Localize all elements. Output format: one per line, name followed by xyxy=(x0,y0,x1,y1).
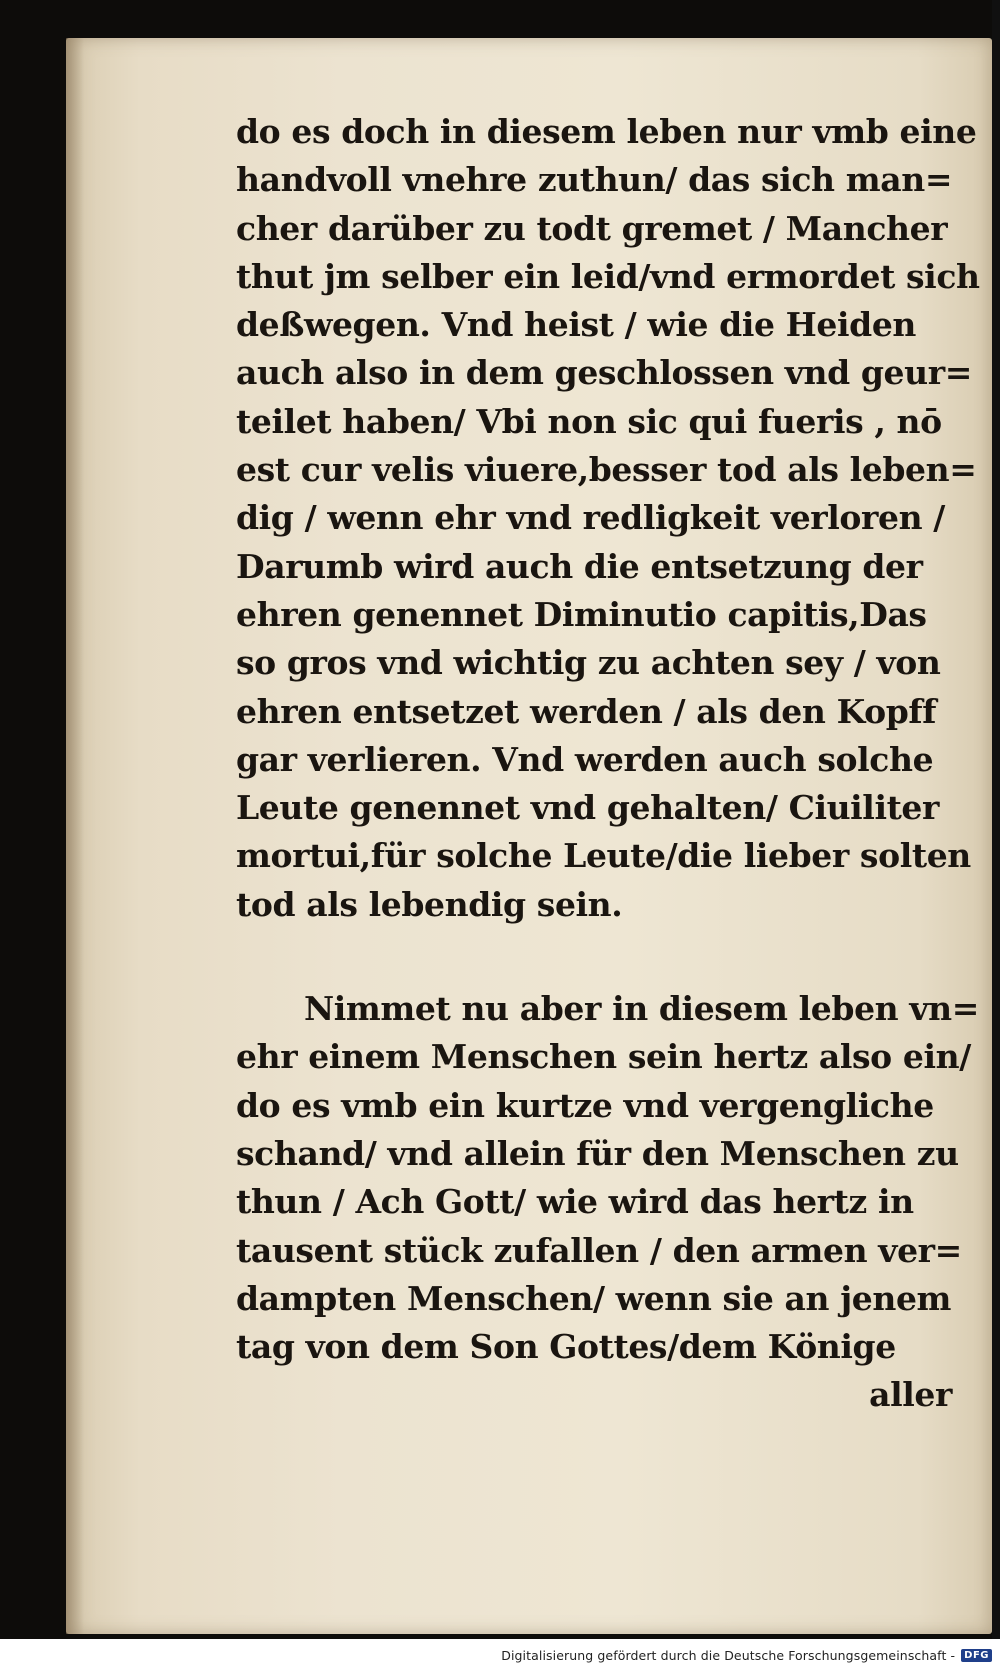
dfg-logo-icon: DFG xyxy=(961,1649,992,1662)
text-line: ehren entsetzet werden / als den Kopff xyxy=(236,691,937,731)
scan-edge-strip xyxy=(992,0,1000,1639)
text-line: tausent stück zufallen / den armen ver= xyxy=(236,1230,962,1270)
text-line: gar verlieren. Vnd werden auch solche xyxy=(236,739,934,779)
text-line: ehren genennet Diminutio capitis,Das xyxy=(236,594,927,634)
paragraph-gap xyxy=(236,929,956,985)
text-line: handvoll vnehre zuthun/ das sich man= xyxy=(236,160,953,200)
text-line: thun / Ach Gott/ wie wird das hertz in xyxy=(236,1182,914,1222)
text-line: dampten Menschen/ wenn sie an jenem xyxy=(236,1278,952,1318)
text-line: dig / wenn ehr vnd redligkeit verloren / xyxy=(236,498,945,538)
text-line: do es vmb ein kurtze vnd vergengliche xyxy=(236,1085,934,1125)
text-line: est cur velis viuere,besser tod als leben= xyxy=(236,450,977,490)
text-line: schand/ vnd allein für den Menschen zu xyxy=(236,1133,959,1173)
footer-credit: Digitalisierung gefördert durch die Deutsche Forschungsgemeinschaft - xyxy=(501,1647,956,1663)
text-line: Nimmet nu aber in diesem leben vn= xyxy=(304,989,979,1029)
text-line: Darumb wird auch die entsetzung der xyxy=(236,546,923,586)
text-line: thut jm selber ein leid/vnd ermordet sich xyxy=(236,256,980,296)
text-line: ehr einem Menschen sein hertz also ein/ xyxy=(236,1037,971,1077)
text-line: auch also in dem geschlossen vnd geur= xyxy=(236,353,972,393)
catchword: aller xyxy=(869,1375,952,1415)
text-line: teilet haben/ Vbi non sic qui fueris , nō xyxy=(236,401,942,441)
text-line: cher darüber zu todt gremet / Mancher xyxy=(236,208,948,248)
text-line: deßwegen. Vnd heist / wie die Heiden xyxy=(236,305,917,345)
page-text xyxy=(236,108,980,1420)
text-line: so gros vnd wichtig zu achten sey / von xyxy=(236,643,941,683)
text-line: tag von dem Son Gottes/dem Könige xyxy=(236,1327,896,1367)
text-line: mortui,für solche Leute/die lieber solten xyxy=(236,836,971,876)
text-line: tod als lebendig sein. xyxy=(236,884,623,924)
text-line: Leute genennet vnd gehalten/ Ciuiliter xyxy=(236,788,940,828)
text-line: do es doch in diesem leben nur vmb eine xyxy=(236,112,977,151)
digitization-footer xyxy=(0,1639,1000,1671)
